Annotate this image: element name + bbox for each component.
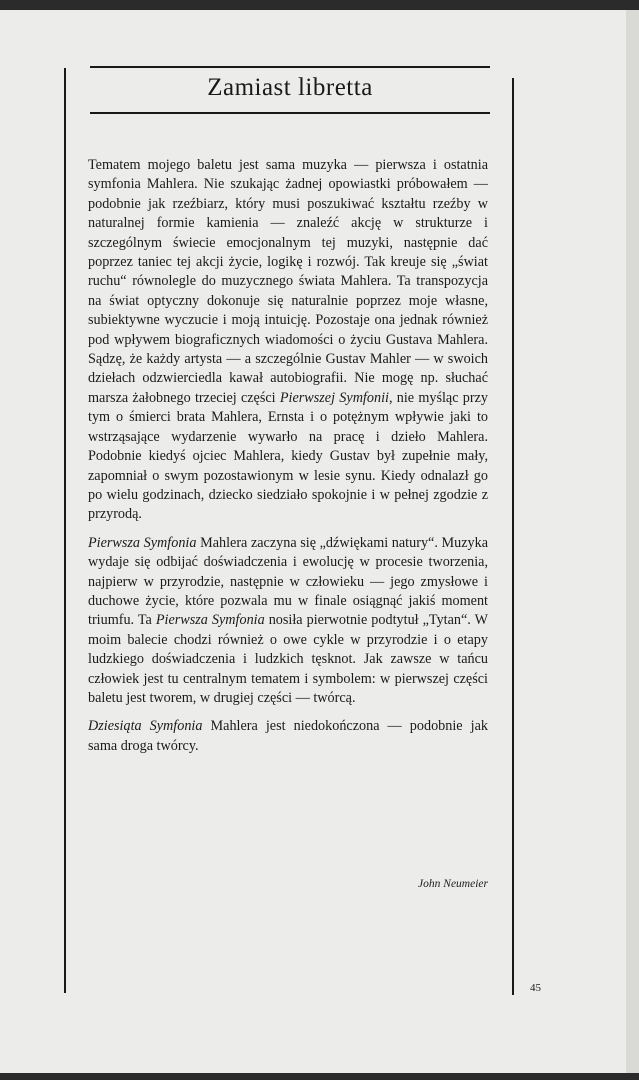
scan-border-bottom xyxy=(0,1073,639,1080)
left-border-line xyxy=(64,68,66,993)
paragraph-1-text-a: Tematem mojego baletu jest sama muzyka — pierwsza i ostatnia symfonia Mahlera. Nie szukając żadnej opowiastki próbowałem — podobnie jak rzeźbiarz, który musi poszukiwać kształtu rzeźby w naturalnej formie kamienia — znaleźć akcję w strukturze i szczególnym świecie emocjonalnym tej muzyki, następnie dać poprzez taniec tej akcji życie, logikę i rozwój. Tak kreuje się „świat ruchu“ równolegle do muzycznego świata Mahlera. Ta transpozycja na świat optyczny dokonuje się naturalnie poprzez moje własne, subiektywne wyczucie i moją intuicję. Pozostaje ona jednak również pod wpływem biograficznych wiadomości o życiu Gustava Mahlera. Sądzę, że każdy artysta — a szczególnie Gustav Mahler — w swoich dziełach odzwierciedla kawał autobiografii. Nie mogę np. słuchać marsza żałobnego trzeciej części xyxy=(88,157,488,406)
paragraph-3-italic: Dziesiąta Symfonia xyxy=(88,718,203,735)
paragraph-2-italic-a: Pierwsza Symfonia xyxy=(88,534,197,551)
page-edge xyxy=(626,10,639,1080)
paragraph-2-italic-b: Pierwsza Symfonia xyxy=(155,612,265,629)
right-border-line xyxy=(512,78,514,995)
paragraph-1-italic: Pierwszej Symfonii xyxy=(279,389,389,406)
author-signature: John Neumeier xyxy=(418,878,488,890)
title-rule-top xyxy=(90,66,490,68)
page-number: 45 xyxy=(530,982,541,994)
page-title: Zamiast libretta xyxy=(207,74,373,101)
paragraph-3-text: Mahlera jest niedokończona — podobnie jak sama droga twórcy. xyxy=(88,718,488,754)
paragraph-1-text-b: , nie myśląc przy tym o śmierci brata Mahlera, Ernsta i o potężnym wpływie jaki to wstrząsające wydarzenie wywarło na pracę i dzieło Mahlera. Podobnie kiedyś ojciec Mahlera, kiedy Gustav był zupełnie mały, zapomniał o swym pozostawionym w lesie synu. Kiedy odnalazł go po wielu godzinach, dziecko siedziało spokojnie i w pełnej zgodzie z przyrodą. xyxy=(88,389,488,523)
paragraph-2 xyxy=(88,534,488,709)
article-body xyxy=(88,156,488,765)
paragraph-3 xyxy=(88,717,488,756)
title-rule-bottom xyxy=(90,112,490,114)
paragraph-2-text-b: nosiła pierwotnie podtytuł „Tytan“. W moim balecie chodzi również o owe cykle w przyrodzie i o etapy ludzkiego doświadczenia i ludzkich tęsknot. Jak zawsze w tańcu człowiek jest tu centralnym tematem i symbolem: w pierwszej części baletu jest tworem, w drugiej części — twórcą. xyxy=(88,612,489,706)
paragraph-2-text-a: Mahlera zaczyna się „dźwiękami natury“. Muzyka wydaje się odbijać doświadczenia i ewolucję w procesie tworzenia, najpierw w przyrodzie, następnie w człowieku — jego zmysłowe i duchowe życie, które pozwala mu w finale osiągnąć jakiś moment triumfu. Ta xyxy=(88,534,488,629)
paragraph-1 xyxy=(88,156,488,525)
